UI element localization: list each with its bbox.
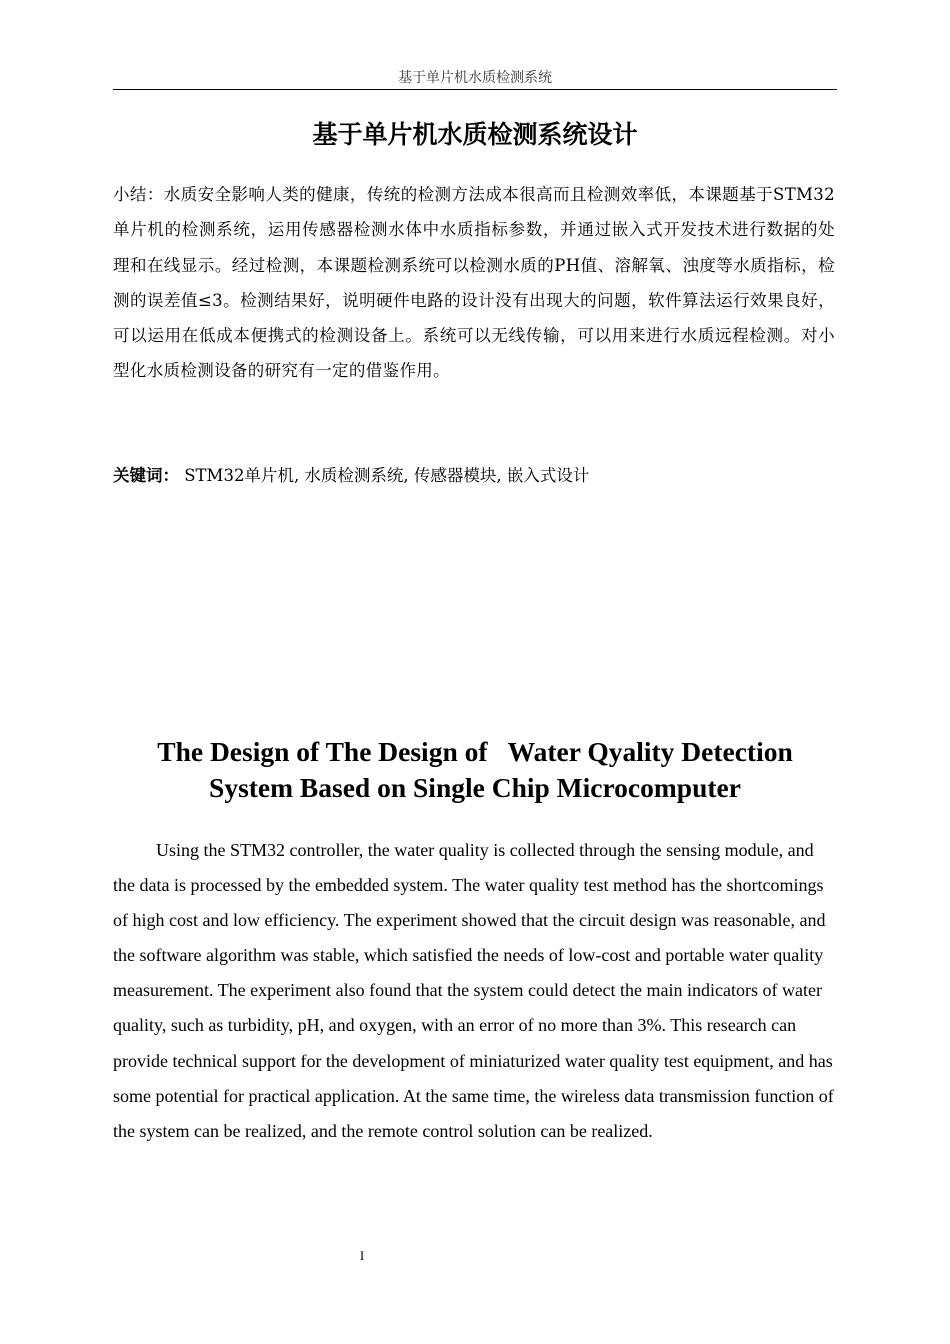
chinese-title: 基于单片机水质检测系统设计 — [312, 120, 638, 149]
running-header-text: 基于单片机水质检测系统 — [398, 70, 552, 86]
english-abstract: Using the STM32 controller, the water quality is collected through the sensing module, and the data is processed by the embedded system. The water quality test method has the shortcomings of high cost and low efficiency. The experiment showed that the circuit design was reasonable, and the software algorithm was stable, which satisfied the needs of low-cost and portable water quality measurement. The experiment also found that the system could detect the main indicators of water quality, such as turbidity, pH, and oxygen, with an error of no more than 3%. This research can provide technical support for the development of miniaturized water quality test equipment, and has some potential for practical application. At the same time, the wireless data transmission function of the system can be realized, and the remote control solution can be realized. — [113, 840, 834, 1141]
english-title: The Design of The Design of Water Qyality Detection System Based on Single Chip Microcomputer — [157, 736, 800, 803]
keywords-label: 关键词： — [113, 466, 179, 485]
page-number: I — [359, 1248, 365, 1263]
keywords-text: STM32单片机, 水质检测系统, 传感器模块, 嵌入式设计 — [179, 466, 590, 485]
chinese-abstract: 小结：水质安全影响人类的健康，传统的检测方法成本很高而且检测效率低，本课题基于STM32单片机的检测系统，运用传感器检测水体中水质指标参数，并通过嵌入式开发技术进行数据的处理和在线显示。经过检测，本课题检测系统可以检测水质的PH值、溶解氧、浊度等水质指标，检测的误差值≤3。检测结果好，说明硬件电路的设计没有出现大的问题，软件算法运行效果良好，可以运用在低成本便携式的检测设备上。系统可以无线传输，可以用来进行水质远程检测。对小型化水质检测设备的研究有一定的借鉴作用。 — [113, 185, 835, 381]
chinese-keywords — [113, 462, 835, 490]
running-header — [113, 68, 837, 90]
